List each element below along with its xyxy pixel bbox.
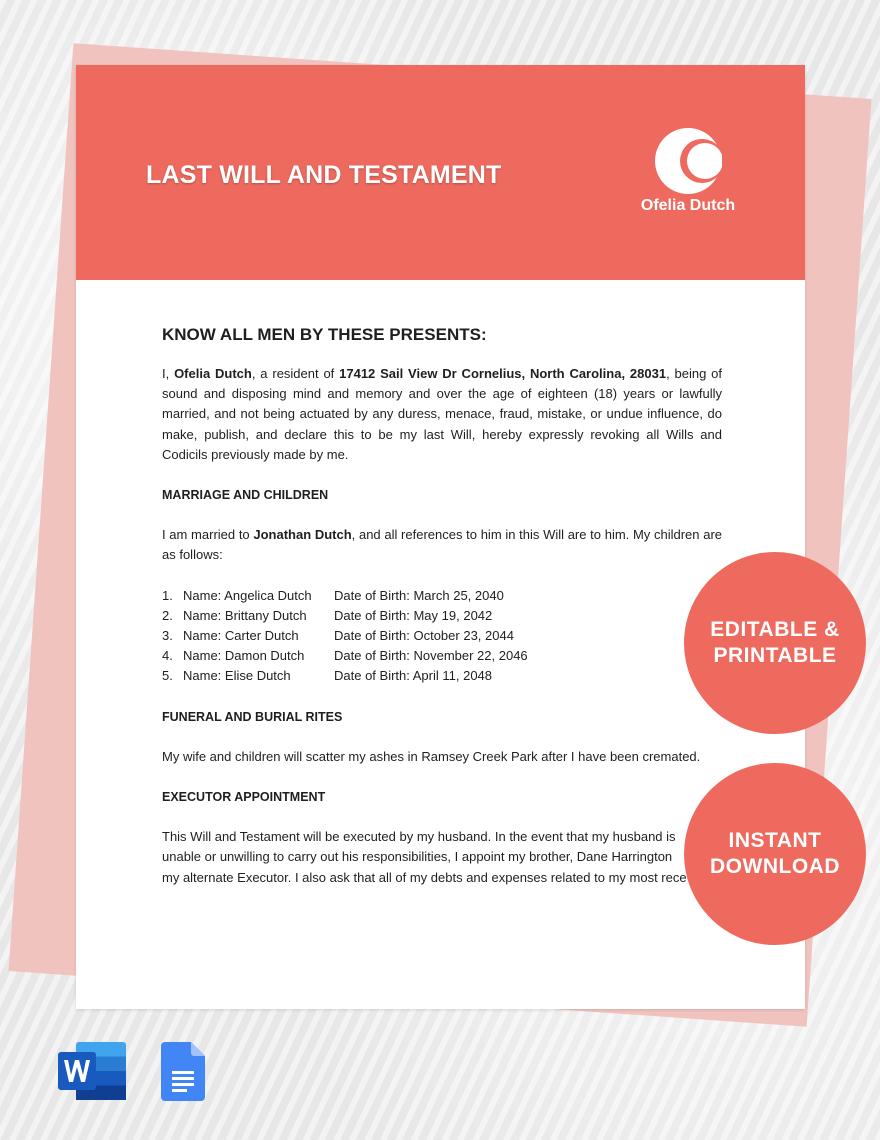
word-icon[interactable] <box>58 1042 126 1100</box>
editable-printable-badge: EDITABLE & PRINTABLE <box>684 552 866 734</box>
testator-address: 17412 Sail View Dr Cornelius, North Carolina, 28031 <box>339 366 667 381</box>
executor-line-3: my alternate Executor. I also ask that all of my debts and expenses related to my most rece <box>162 869 687 885</box>
testator-name: Ofelia Dutch <box>174 366 252 381</box>
intro-paragraph: I, Ofelia Dutch, a resident of 17412 Sail View Dr Cornelius, North Carolina, 28031, being of sound and disposing mind and memory and over the age of eighteen (18) years or lawfully married, and not being actuated by any duress, menace, fraud, mistake, or undue influence, do make, publish, and declare this to be my last Will, hereby expressly revoking all Wills and Codicils previously made by me. <box>162 366 722 462</box>
funeral-paragraph: My wife and children will scatter my ashes in Ramsey Creek Park after I have been cremated. <box>162 748 701 764</box>
executor-line-2: unable or unwilling to carry out his responsibilities, I appoint my brother, Dane Harrington <box>162 849 673 865</box>
list-item: 1. Name: Angelica Dutch Date of Birth: March 25, 2040 <box>162 587 504 603</box>
list-item: 5. Name: Elise Dutch Date of Birth: April 11, 2048 <box>162 668 493 684</box>
document-title: LAST WILL AND TESTAMENT <box>146 161 502 189</box>
document-header <box>76 65 805 280</box>
instant-download-badge: INSTANT DOWNLOAD <box>684 763 866 945</box>
document-body <box>162 323 722 888</box>
marriage-paragraph: I am married to Jonathan Dutch, and all references to him in this Will are to him. My children are as follows: <box>162 527 722 563</box>
main-heading: KNOW ALL MEN BY THESE PRESENTS: <box>162 325 487 344</box>
section-heading-marriage: MARRIAGE AND CHILDREN <box>162 488 329 503</box>
logo-name: Ofelia Dutch <box>640 197 736 214</box>
executor-line-1: This Will and Testament will be executed by my husband. In the event that my husband is <box>162 829 676 845</box>
logo-icon <box>654 127 722 195</box>
section-heading-executor: EXECUTOR APPOINTMENT <box>162 789 326 804</box>
list-item: 2. Name: Brittany Dutch Date of Birth: May 19, 2042 <box>162 607 493 623</box>
google-docs-icon[interactable] <box>161 1042 205 1101</box>
spouse-name: Jonathan Dutch <box>253 527 352 543</box>
list-item: 4. Name: Damon Dutch Date of Birth: November 22, 2046 <box>162 648 528 664</box>
section-heading-funeral: FUNERAL AND BURIAL RITES <box>162 709 343 724</box>
list-item: 3. Name: Carter Dutch Date of Birth: October 23, 2044 <box>162 628 514 643</box>
children-list <box>162 586 722 687</box>
